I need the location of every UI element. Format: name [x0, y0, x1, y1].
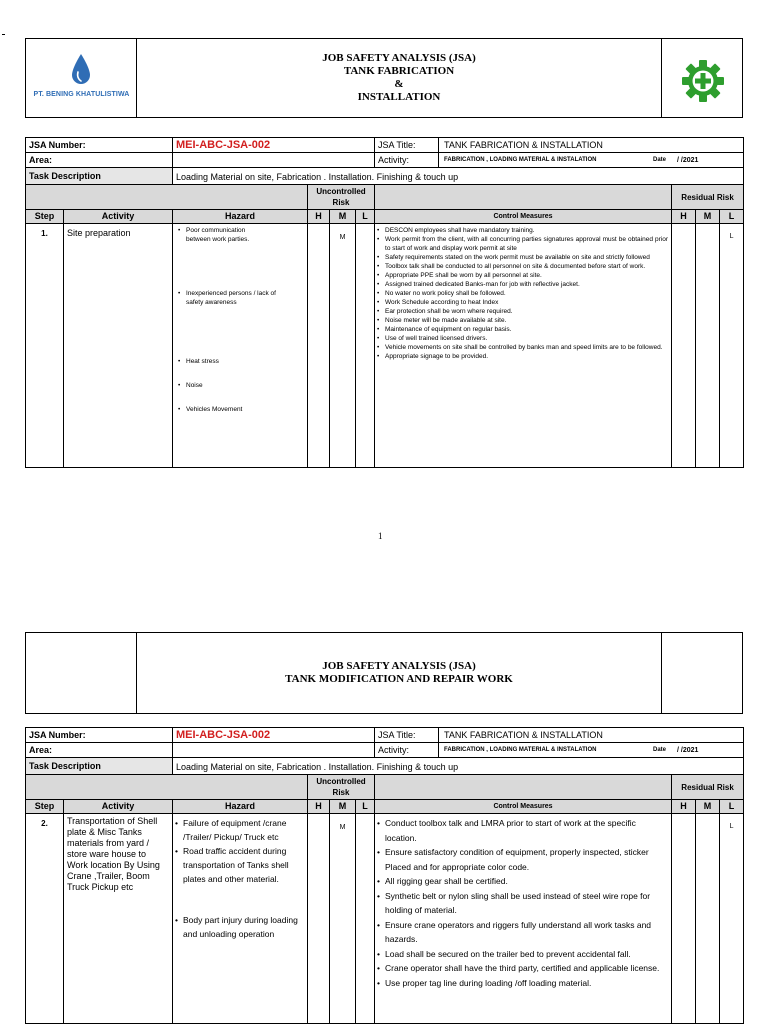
control-item: • Load shall be secured on the trailer bed to prevent accidental fall. — [376, 947, 668, 962]
control-item: • Toolbox talk shall be conducted to all personnel on site & documented before start of work. — [376, 262, 668, 271]
control-item: • All rigging gear shall be certified. — [376, 874, 668, 889]
control-measures-cell — [375, 224, 672, 468]
title-line: TANK FABRICATION — [343, 65, 455, 77]
control-item: • Safety requirements stated on the work permit must be available on site and strictly followed — [376, 253, 668, 262]
control-item: • Crane operator shall have the third party, certified and applicable license. — [376, 961, 668, 976]
activity-header: Activity — [64, 210, 173, 224]
step-number: 1. — [26, 224, 64, 468]
jsa-number-label: JSA Number: — [26, 728, 173, 743]
control-measures-list — [376, 816, 668, 990]
page2-header — [25, 632, 743, 714]
m-header: M — [696, 210, 720, 224]
header-blank-cell — [26, 633, 137, 713]
control-measures-cell — [375, 814, 672, 1024]
page1-header — [25, 38, 743, 118]
residual-risk-header: Residual Risk — [672, 185, 744, 210]
step-header: Step — [26, 800, 64, 814]
hazard-list — [177, 226, 304, 414]
m-header: M — [330, 210, 356, 224]
h-header: H — [308, 800, 330, 814]
l-header: L — [356, 210, 375, 224]
document-title — [137, 633, 661, 713]
control-measures-header: Control Measures — [375, 800, 672, 814]
risk-header-row — [26, 775, 744, 800]
hazard-item: • Inexperienced persons / lack of safety awareness — [177, 289, 287, 307]
jsa-number-label: JSA Number: — [26, 138, 173, 153]
h-header: H — [308, 210, 330, 224]
step-header: Step — [26, 210, 64, 224]
uncontrolled-h — [308, 814, 330, 1024]
l-header: L — [720, 210, 744, 224]
company-logo-cell — [26, 39, 137, 117]
hazard-item: • Heat stress — [177, 357, 304, 366]
control-item: • Work Schedule according to heat Index — [376, 298, 668, 307]
control-item: • Ensure satisfactory condition of equipment, properly inspected, sticker Placed and for appropriate color code. — [376, 845, 668, 874]
task-row — [26, 168, 744, 185]
hazard-item: • Failure of equipment /crane /Trailer/ Pickup/ Truck etc — [174, 816, 304, 844]
blank-header — [375, 775, 672, 800]
control-item: • Ensure crane operators and riggers fully understand all work tasks and hazards. — [376, 918, 668, 947]
residual-l: L — [720, 224, 744, 468]
blank-header — [26, 185, 308, 210]
safety-logo-cell — [661, 39, 742, 117]
title-line: JOB SAFETY ANALYSIS (JSA) — [322, 660, 476, 672]
control-item: • Ear protection shall be worn where required. — [376, 307, 668, 316]
activity-cell: Site preparation — [64, 224, 173, 468]
control-item: • Use of well trained licensed drivers. — [376, 334, 668, 343]
control-item: • Work permit from the client, with all concurring parties signatures approval must be obtained prior to start of work and display work permit at site — [376, 235, 668, 253]
activity-label: Activity: — [375, 153, 439, 167]
h-header: H — [672, 210, 696, 224]
blank-header — [26, 775, 308, 800]
activity-cell — [375, 153, 744, 168]
control-item: • Synthetic belt or nylon sling shall be used instead of steel wire rope for holding of material. — [376, 889, 668, 918]
activity-cell: Transportation of Shell plate & Misc Tanks materials from yard / store ware house to Work location By Using Crane ,Trailer, Boom Truck Pickup etc — [64, 814, 173, 1024]
table-row — [26, 814, 744, 1024]
jsa-title-cell — [375, 728, 744, 743]
title-line: TANK MODIFICATION AND REPAIR WORK — [285, 673, 513, 685]
jsa-title-label: JSA Title: — [375, 728, 439, 742]
area-value — [173, 153, 375, 168]
table-row — [26, 224, 744, 468]
hazard-item: • Road traffic accident during transportation of Tanks shell plates and other material. — [174, 844, 304, 886]
date-value: / /2021 — [677, 156, 699, 164]
task-description-value: Loading Material on site, Fabrication . Installation. Finishing & touch up — [173, 758, 744, 775]
hazard-cell — [173, 814, 308, 1024]
hazard-list — [174, 816, 304, 941]
residual-h — [672, 814, 696, 1024]
control-measures-header: Control Measures — [375, 210, 672, 224]
document-title — [137, 39, 661, 117]
control-item: • Appropriate signage to be provided. — [376, 352, 668, 361]
uncontrolled-m: M — [330, 814, 356, 1024]
uncontrolled-l — [356, 814, 375, 1024]
safety-gear-cross-icon — [681, 59, 725, 103]
task-description-label: Task Description — [26, 758, 173, 775]
control-item: • Vehicle movements on site shall be controlled by banks man and speed limits are to be followed. — [376, 343, 668, 352]
page2-jsa-table — [25, 727, 744, 1024]
page-number: 1 — [378, 531, 383, 541]
m-header: M — [330, 800, 356, 814]
hazard-item: • Poor communication between work parties. — [177, 226, 269, 244]
h-header: H — [672, 800, 696, 814]
hazard-header: Hazard — [173, 800, 308, 814]
activity-value: FABRICATION , LOADING MATERIAL & INSTALATION — [444, 156, 597, 163]
area-label: Area: — [26, 743, 173, 758]
jsa-title-label: JSA Title: — [375, 138, 439, 152]
control-item: • DESCON employees shall have mandatory training. — [376, 226, 668, 235]
date-label: Date — [653, 156, 667, 163]
l-header: L — [356, 800, 375, 814]
uncontrolled-risk-header: Uncontrolled Risk — [308, 185, 375, 210]
company-name: PT. BENING KHATULISTIWA — [33, 91, 130, 98]
residual-h — [672, 224, 696, 468]
hazard-item: • Body part injury during loading and unloading operation — [174, 913, 304, 941]
column-header-row — [26, 210, 744, 224]
control-item: • No water no work policy shall be followed. — [376, 289, 668, 298]
task-description-label: Task Description — [26, 168, 173, 185]
jsa-title-value: TANK FABRICATION & INSTALLATION — [444, 729, 603, 740]
uncontrolled-risk-header: Uncontrolled Risk — [308, 775, 375, 800]
jsa-title-cell — [375, 138, 744, 153]
control-item: • Conduct toolbox talk and LMRA prior to start of work at the specific location. — [376, 816, 668, 845]
control-item: • Assigned trained dedicated Banks-man for job with reflective jacket. — [376, 280, 668, 289]
activity-value: FABRICATION , LOADING MATERIAL & INSTALATION — [444, 746, 597, 753]
jsa-title-value: TANK FABRICATION & INSTALLATION — [444, 139, 603, 150]
info-row-jsa — [26, 138, 744, 153]
hazard-header: Hazard — [173, 210, 308, 224]
info-row-area — [26, 153, 744, 168]
column-header-row — [26, 800, 744, 814]
control-item: • Maintenance of equipment on regular basis. — [376, 325, 668, 334]
area-value — [173, 743, 375, 758]
area-label: Area: — [26, 153, 173, 168]
date-label: Date — [653, 746, 667, 753]
control-item: • Appropriate PPE shall be worn by all personnel at site. — [376, 271, 668, 280]
residual-l: L — [720, 814, 744, 1024]
title-line: INSTALLATION — [357, 91, 441, 103]
control-item: • Use proper tag line during loading /off loading material. — [376, 976, 668, 991]
info-row-area — [26, 743, 744, 758]
activity-cell — [375, 743, 744, 758]
risk-header-row — [26, 185, 744, 210]
task-row — [26, 758, 744, 775]
residual-m — [696, 814, 720, 1024]
task-description-value: Loading Material on site, Fabrication . Installation. Finishing & touch up — [173, 168, 744, 185]
jsa-number-value: MEI-ABC-JSA-002 — [173, 728, 375, 743]
step-number: 2. — [26, 814, 64, 1024]
uncontrolled-l — [356, 224, 375, 468]
uncontrolled-m: M — [330, 224, 356, 468]
margin-mark — [2, 34, 5, 35]
info-row-jsa — [26, 728, 744, 743]
blank-header — [375, 185, 672, 210]
control-item: • Noise meter will be made available at site. — [376, 316, 668, 325]
title-line: JOB SAFETY ANALYSIS (JSA) — [322, 52, 476, 64]
control-measures-list — [376, 226, 668, 361]
l-header: L — [720, 800, 744, 814]
hazard-cell — [173, 224, 308, 468]
header-blank-cell — [661, 633, 742, 713]
hazard-item: • Noise — [177, 381, 304, 390]
page1-jsa-table — [25, 137, 744, 468]
date-value: / /2021 — [677, 746, 699, 754]
uncontrolled-h — [308, 224, 330, 468]
activity-header: Activity — [64, 800, 173, 814]
title-line: & — [394, 78, 404, 90]
water-drop-icon — [70, 53, 92, 87]
hazard-item: • Vehicles Movement — [177, 405, 304, 414]
jsa-number-value: MEI-ABC-JSA-002 — [173, 138, 375, 153]
residual-m — [696, 224, 720, 468]
m-header: M — [696, 800, 720, 814]
activity-label: Activity: — [375, 743, 439, 757]
residual-risk-header: Residual Risk — [672, 775, 744, 800]
